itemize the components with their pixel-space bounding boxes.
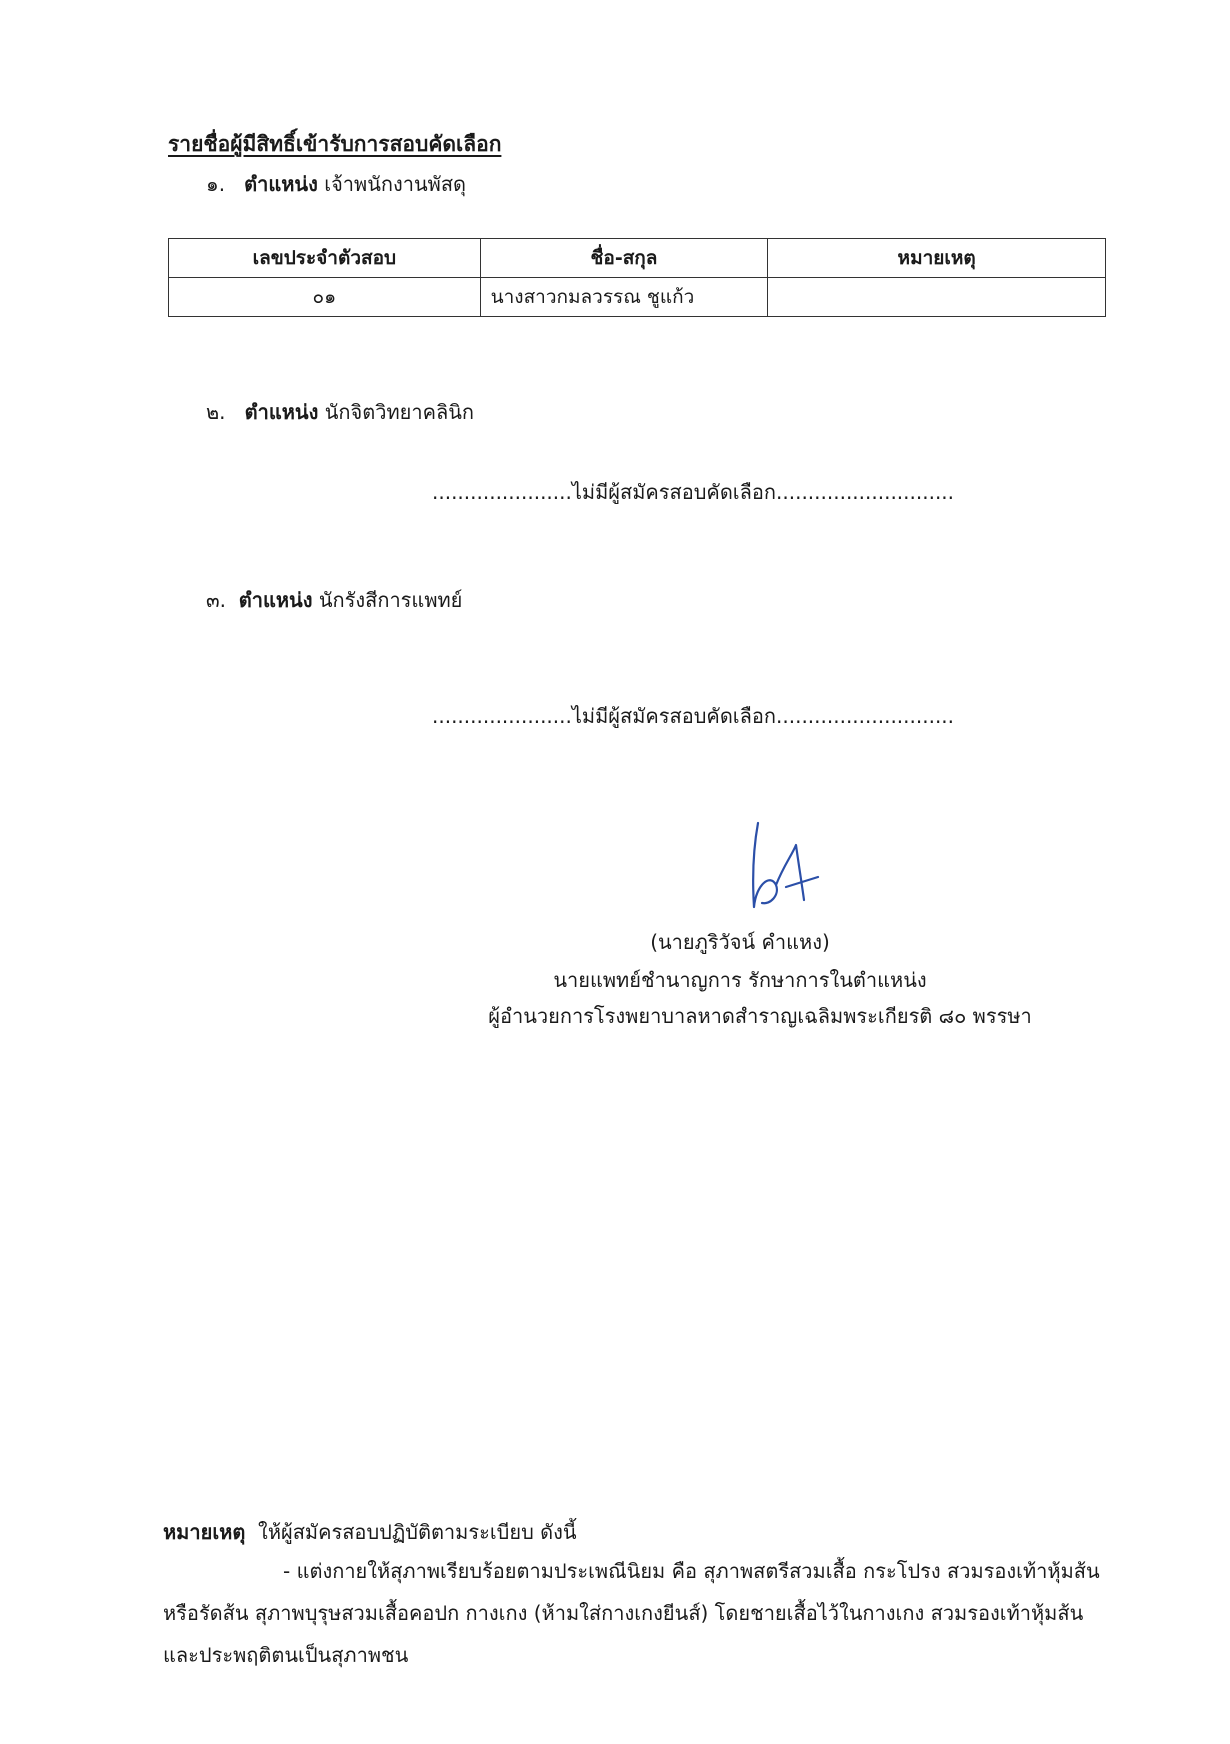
signatory-title-line1: นายแพทย์ชำนาญการ รักษาการในตำแหน่ง xyxy=(553,968,927,992)
cell-exam-id: ๐๑ xyxy=(169,278,481,317)
signatory-name: (นายภูริวัจน์ คำแหง) xyxy=(650,930,830,954)
signature-mark xyxy=(740,815,830,915)
cell-remark xyxy=(768,278,1106,317)
cell-full-name: นางสาวกมลวรรณ ชูแก้ว xyxy=(480,278,768,317)
position-2-number: ๒. xyxy=(206,400,226,424)
position-1-label: ตำแหน่ง xyxy=(244,172,318,196)
table-row xyxy=(169,278,1106,317)
position-1-number: ๑. xyxy=(206,172,226,196)
header-full-name: ชื่อ-สกุล xyxy=(480,239,768,278)
header-remark: หมายเหตุ xyxy=(768,239,1106,278)
position-1-name: เจ้าพนักงานพัสดุ xyxy=(324,172,467,196)
document-title: รายชื่อผู้มีสิทธิ์เข้ารับการสอบคัดเลือก xyxy=(168,132,502,156)
position-1-heading xyxy=(206,168,466,200)
position-2-name: นักจิตวิทยาคลินิก xyxy=(324,400,474,424)
header-exam-id: เลขประจำตัวสอบ xyxy=(169,239,481,278)
position-3-name: นักรังสีการแพทย์ xyxy=(318,588,463,612)
note-text: ให้ผู้สมัครสอบปฏิบัติตามระเบียบ ดังนี้ xyxy=(258,1520,577,1544)
signatory-title-line2: ผู้อำนวยการโรงพยาบาลหาดสำราญเฉลิมพระเกียรติ ๘๐ พรรษา xyxy=(488,1004,1032,1028)
note-heading xyxy=(163,1516,577,1548)
position-3-label: ตำแหน่ง xyxy=(238,588,313,612)
note-label: หมายเหตุ xyxy=(163,1520,246,1544)
note-body: - แต่งกายให้สุภาพเรียบร้อยตามประเพณีนิยม คือ สุภาพสตรีสวมเสื้อ กระโปรง สวมรองเท้าหุ้มส้น หรือรัดส้น สุภาพบุรุษสวมเสื้อคอปก กางเกง (ห้ามใส่กางเกงยีนส์) โดยชายเสื้อไว้ในกางเกง สวมรองเท้าหุ้มส้น และประพฤติตนเป็นสุภาพชน xyxy=(163,1559,1100,1667)
position-3-heading xyxy=(206,584,462,616)
position-2-label: ตำแหน่ง xyxy=(244,400,319,424)
position-3-number: ๓. xyxy=(206,588,227,612)
candidate-table xyxy=(168,238,1106,317)
table-header-row xyxy=(169,239,1106,278)
position-2-no-applicants: ......................ไม่มีผู้สมัครสอบคัดเลือก............................ xyxy=(432,480,955,504)
position-2-heading xyxy=(206,396,474,428)
position-3-no-applicants: ......................ไม่มีผู้สมัครสอบคัดเลือก............................ xyxy=(432,704,955,728)
